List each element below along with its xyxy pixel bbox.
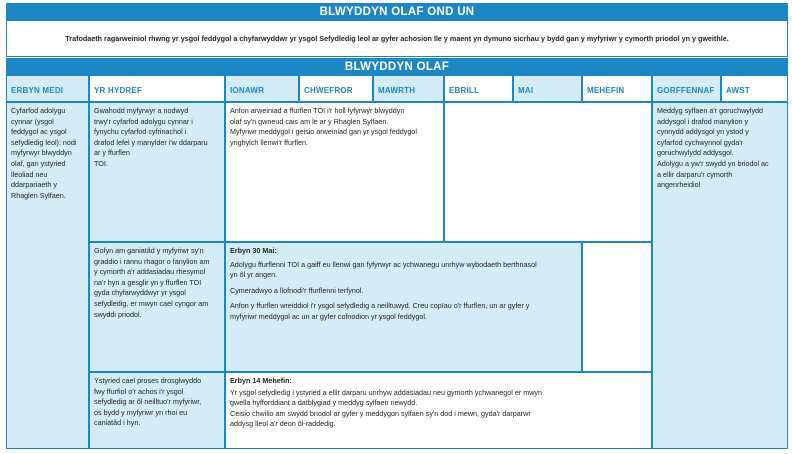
cell-hydref-consent: Gofyn am ganiatâd y myfyriwr sy'n graddio i rannu rhagor o fanylion am y cymorth a'r addasiadau rhesymol na'r hyn a gesglir yn y ffurflen TOI gyda chyfarwyddwyr yr ysgol sefydledig, er mwyn cael cyngor am swyddi priodol. <box>89 242 225 372</box>
cell-erbyn-30-mai <box>225 242 582 372</box>
cell-empty-ebrill-mehefin <box>444 102 652 242</box>
erbyn-mai-paragraph-3: Anfon y ffurflen wreiddiol i'r ysgol sefydledig a neilltuwyd. Creu copïau o'r ffurflen, un ar gyfer y myfyriwr meddygol ac un ar gyfer cofnodion yr ysgol feddygol. <box>230 301 530 321</box>
erbyn-mehefin-body: Yr ysgol sefydledig i ystyried a ellir darparu unrhyw addasiadau neu gymorth ychwanegol er mwyn gwella hyfforddiant a datblygiad y meddyg sylfaen newydd. Ceisio chwilio am swydd briodol ar gyfer y meddygon sylfaen sy'n dod i mewn, gyda'r darparwr addysg lleol a'r deon ôl-raddedig. <box>230 387 543 429</box>
top-banner: BLWYDDYN OLAF OND UN <box>6 3 788 20</box>
month-header-mai: MAI <box>513 75 582 102</box>
second-banner: BLWYDDYN OLAF <box>6 58 788 75</box>
erbyn-mai-heading: Erbyn 30 Mai: <box>230 246 277 255</box>
month-header-medi: ERBYN MEDI <box>6 75 89 102</box>
erbyn-mai-paragraph-2: Cymeradwyo a llofnodi'r ffurflenni terfynol. <box>230 285 364 295</box>
cell-empty-mehefin <box>582 242 652 372</box>
month-header-ebrill: EBRILL <box>444 75 513 102</box>
month-header-hydref: YR HYDREF <box>89 75 225 102</box>
month-header-awst: AWST <box>721 75 788 102</box>
month-header-mawrth: MAWRTH <box>373 75 444 102</box>
cell-ionawr-mawrth: Anfon arweiniad a ffurflen TOI i'r holl fyfyrwyr blwyddyn olaf sy'n gwneud cais am le ar y Rhaglen Sylfaen. Myfyriwr meddygol i geisio arweiniad gan yr ysgol feddygol ynghylch llenwi'r ffurflen. <box>225 102 444 242</box>
erbyn-mehefin-heading: Erbyn 14 Mehefin: <box>230 376 292 385</box>
intro-text: Trafodaeth ragarweiniol rhwng yr ysgol feddygol a chyfarwyddwr yr ysgol Sefydledig leol ar gyfer achosion lle y maent yn dymuno sicrhau y bydd gan y myfyriwr y cymorth priodol yn y gweithle. <box>6 20 788 57</box>
cell-hydref-transfer: Ystyried cael proses drosglwyddo fwy ffurfiol o'r achos i'r ysgol sefydledig ar ôl neilltuo'r myfyriwr, os bydd y myfyriwr yn rhoi eu caniatâd i hyn. <box>89 372 225 449</box>
month-header-chwefror: CHWEFROR <box>299 75 373 102</box>
month-header-mehefin: MEHEFIN <box>582 75 652 102</box>
cell-erbyn-medi: Cyfarfod adolygu cynnar (ysgol feddygol ac ysgol sefydledig leol): nodi myfyrwyr blwyddyn olaf, gan ystyried lleoliad neu ddarpariaeth y Rhaglen Sylfaen. <box>6 102 89 449</box>
month-header-ionawr: IONAWR <box>225 75 299 102</box>
erbyn-mai-paragraph-1: Adolygu ffurflenni TOI a gaiff eu llenwi gan fyfyrwyr ac ychwanegu unrhyw wybodaeth berthnasol yn ôl yr angen. <box>230 259 537 280</box>
cell-gorffennaf-awst: Meddyg sylfaen a'r goruchwylydd addysgol i drafod manylion y cynnydd addysgol yn ystod y cyfarfod cychwynnol gyda'r goruchwylydd addysgol. Adolygu a yw'r swydd yn briodol ac a ellir darparu'r cymorth angenrheidiol <box>652 102 788 449</box>
cell-erbyn-14-mehefin <box>225 372 652 449</box>
cell-hydref-invite: Gwahodd myfyrwyr a nodwyd trwy'r cyfarfod adolygu cynnar i fynychu cyfarfod cyfrinachol i drafod lefel y manylder i'w ddarparu ar y ffurflen TOI. <box>89 102 225 242</box>
month-header-gorffennaf: GORFFENNAF <box>652 75 721 102</box>
